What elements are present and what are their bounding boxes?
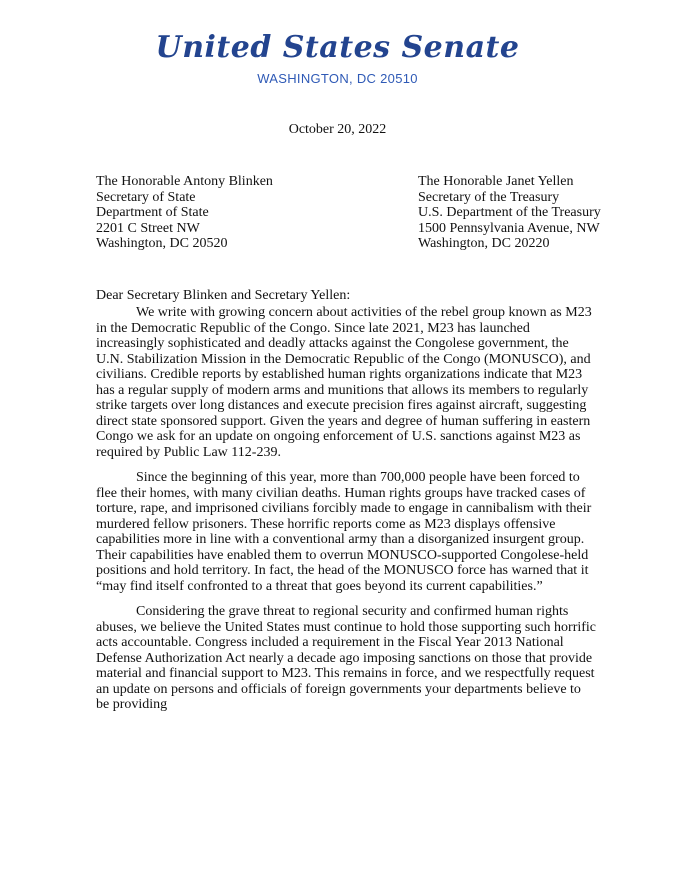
- letter-date: October 20, 2022: [288, 122, 387, 137]
- address-line: Washington, DC 20220: [418, 236, 550, 251]
- address-line: Secretary of the Treasury: [418, 189, 560, 205]
- letterhead-city: WASHINGTON, DC 20510: [257, 71, 418, 86]
- address-line: Secretary of State: [96, 189, 196, 205]
- address-line: The Honorable Janet Yellen: [418, 174, 574, 189]
- address-line: 2201 C Street NW: [96, 220, 200, 236]
- letter-body: [96, 305, 596, 723]
- address-line: 1500 Pennsylvania Avenue, NW: [418, 220, 600, 236]
- address-line: U.S. Department of the Treasury: [418, 205, 601, 220]
- address-line: Department of State: [96, 205, 209, 220]
- body-paragraph-3: Considering the grave threat to regional security and confirmed human rights abuses, we believe the United States must continue to hold those supporting such horrific acts accountable. Congress included a requirement in the Fiscal Year 2013 National Defense Authorization Act nearly a decade ago imposing sanctions on those that provide material and financial support to M23. This remains in force, and we respectfully request an update on persons and officials of foreign governments your departments believe to be providing: [96, 604, 597, 712]
- body-paragraph-1: We write with growing concern about activities of the rebel group known as M23 in the Democratic Republic of the Congo. Since late 2021, M23 has launched increasingly sophisticated and deadly attacks against the Congolese government, the U.N. Stabilization Mission in the Democratic Republic of the Congo (MONUSCO), and civilians. Credible reports by established human rights organizations indicate that M23 has a regular supply of modern arms and munitions that allows its members to regularly strike targets over long distances and execute precision fires against aircraft, suggesting direct state sponsored support. Given the years and degree of human suffering in eastern Congo we ask for an update on ongoing enforcement of U.S. sanctions against M23 as required by Public Law 112-239.: [96, 305, 592, 460]
- recipient-address-yellen: [418, 174, 601, 252]
- salutation: Dear Secretary Blinken and Secretary Yellen:: [96, 288, 351, 303]
- recipient-address-blinken: [96, 174, 273, 252]
- body-paragraph-2: Since the beginning of this year, more than 700,000 people have been forced to flee their homes, with many civilian deaths. Human rights groups have tracked cases of torture, rape, and imprisoned civilians forcibly made to engage in cannibalism with their murdered fellow prisoners. These horrific reports come as M23 displays offensive capabilities more in line with a conventional army than a disorganized insurgent group. Their capabilities have enabled them to overrun MONUSCO-supported Congolese-held positions and hold territory. In fact, the head of the MONUSCO force has warned that it “may find itself confronted to a threat that goes beyond its current capabilities.”: [96, 470, 592, 594]
- address-line: The Honorable Antony Blinken: [96, 174, 273, 189]
- address-line: Washington, DC 20520: [96, 236, 228, 251]
- letterhead-title: United States Senate: [155, 30, 520, 65]
